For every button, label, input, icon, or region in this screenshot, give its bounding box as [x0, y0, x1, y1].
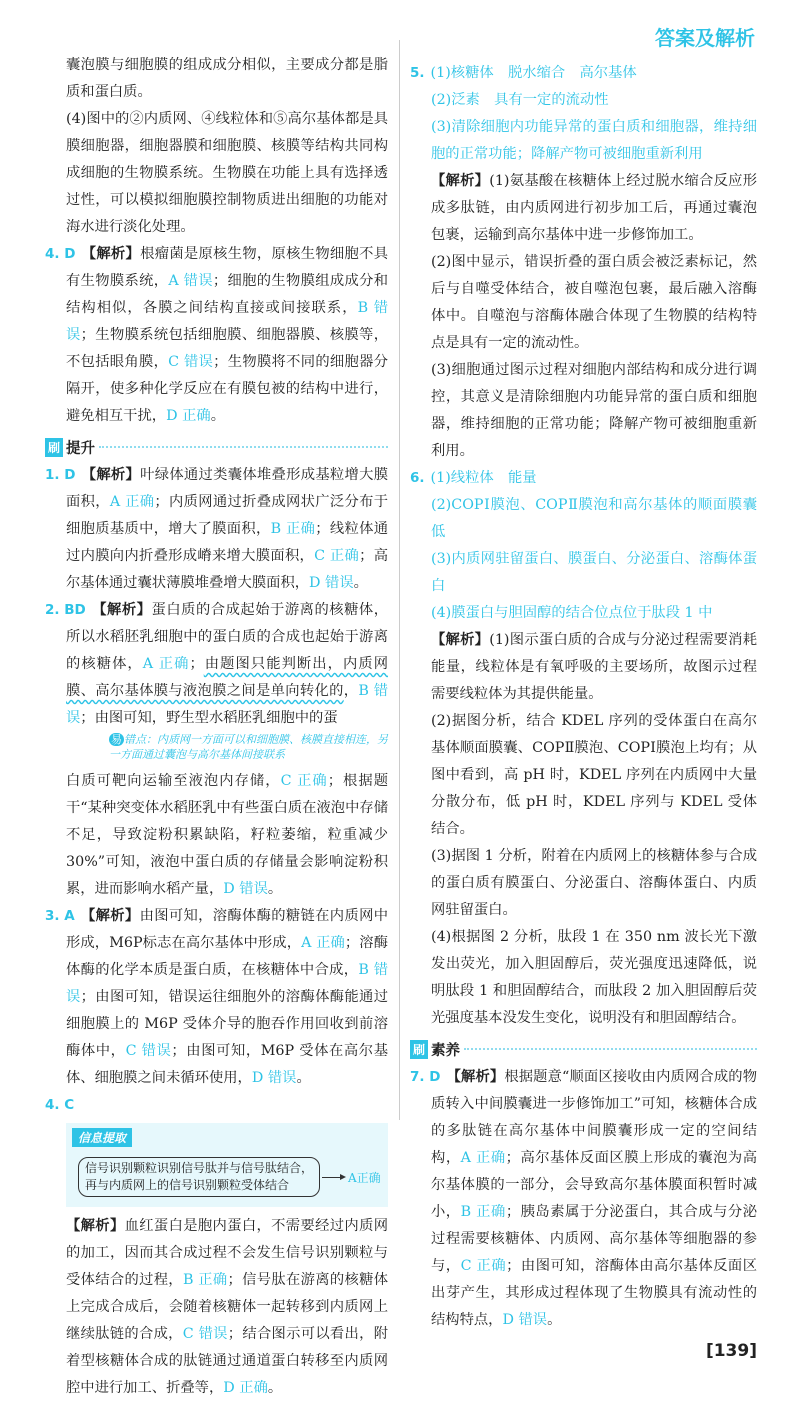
page-number: [139] [705, 1341, 757, 1361]
section-brush-icon: 刷 [410, 1040, 428, 1059]
verdict-text: C 正确 [460, 1258, 507, 1274]
body-text: ；由图可知，M6P 受体在高尔基体、细胞膜之间未循环使用， [66, 1043, 388, 1086]
paragraph [410, 843, 757, 924]
verdict-text: (1)核糖体 脱水缩合 高尔基体 [430, 65, 637, 81]
verdict-text: A 正确 [142, 656, 190, 672]
body-text: ；内质网通过折叠成网状广泛分布于细胞质基质中，增大了膜面积， [66, 494, 388, 537]
dotted-rule [99, 446, 388, 448]
verdict-text: A 错误 [168, 273, 213, 289]
info-line: 信号识别颗粒识别信号肽并与信号肽结合， [85, 1161, 314, 1175]
body-text: (3)据图 1 分析，附着在内质网上的核糖体参与合成的蛋白质有膜蛋白、分泌蛋白、溶酶体蛋白、内质网驻留蛋白。 [431, 848, 757, 918]
answer-item [410, 465, 757, 492]
verdict-text: (1)线粒体 能量 [430, 470, 537, 486]
analysis-label: 【解析】 [91, 602, 152, 618]
arrow-right-icon [322, 1177, 344, 1178]
verdict-text: D 正确 [166, 408, 211, 424]
body-text: ；胰岛素属于分泌蛋白，其合成与分泌过程需要核糖体、内质网、高尔基体等细胞器的参与， [431, 1204, 758, 1274]
body-text: 蛋白质的合成起始于游离的核糖体，所以水稻胚乳细胞中的蛋白质的合成也起始于游离的核糖体， [66, 602, 389, 672]
paragraph [45, 52, 388, 106]
body-text: 。 [267, 1380, 283, 1396]
info-statement-box [78, 1157, 320, 1197]
verdict-text: C 错误 [125, 1043, 172, 1059]
verdict-text: (3)内质网驻留蛋白、膜蛋白、分泌蛋白、溶酶体蛋白 [431, 551, 757, 594]
paragraph [410, 87, 757, 114]
body-text: 由题图只能判断出，内质网膜、高尔基体膜与液泡膜之间是单向转化的 [66, 656, 389, 699]
body-text: 叶绿体通过类囊体堆叠形成基粒增大膜面积， [66, 467, 389, 510]
paragraph [410, 924, 757, 1032]
verdict-text: C 错误 [168, 354, 214, 370]
verdict-text: C 正确 [280, 773, 328, 789]
body-text: 。 [267, 881, 283, 897]
answer-item [410, 1064, 757, 1334]
verdict-text: B 正确 [182, 1272, 228, 1288]
body-text: ；由图可知，溶酶体由高尔基体反面区出芽产生，其形成过程体现了生物膜具有流动性的结构特点， [431, 1258, 758, 1328]
body-text: ；线粒体通过内膜向内折叠形成嵴来增大膜面积， [66, 521, 388, 564]
paragraph [45, 1213, 388, 1402]
body-text: (1)氨基酸在核糖体上经过脱水缩合反应形成多肽链，由内质网进行初步加工后，再通过囊泡包裹，运输到高尔基体中进一步修饰加工。 [431, 173, 758, 243]
analysis-label: 【解析】 [80, 908, 140, 924]
body-text: ；由图可知，错误运往细胞外的溶酶体酶能通过细胞膜上的 M6P 受体介导的胞吞作用回收到前溶酶体中， [66, 989, 389, 1059]
analysis-label: 【解析】 [446, 1069, 505, 1085]
paragraph [410, 114, 757, 168]
right-column [410, 60, 772, 1362]
verdict-text: (2)泛素 具有一定的流动性 [431, 92, 609, 108]
body-text: ；生物膜系统包括细胞膜、细胞器膜、核膜等，不包括眼角膜， [66, 327, 389, 370]
answer-number: 1. D [45, 467, 76, 483]
paragraph [410, 357, 757, 465]
body-text: (4)图中的②内质网、④线粒体和⑤高尔基体都是具膜细胞器，细胞器膜和细胞膜、核膜等结构共同构成细胞的生物膜系统。生物膜在功能上具有选择透过性，可以模拟细胞膜控制物质进出细胞的功能对海水进行淡化处理。 [66, 111, 388, 235]
verdict-text: D 正确 [223, 1380, 268, 1396]
body-text: ；高尔基体反面区膜上形成的囊泡为高尔基体膜的一部分，会导致高尔基体膜面积暂时减小， [431, 1150, 758, 1220]
column-divider [399, 40, 400, 1120]
verdict-text: C 错误 [182, 1326, 228, 1342]
section-brush-icon: 刷 [45, 438, 63, 457]
verdict-text: B 正确 [460, 1204, 506, 1220]
answer-number: 2. BD [45, 602, 86, 618]
analysis-label: 【解析】 [431, 173, 490, 189]
verdict-text: A 正确 [460, 1150, 506, 1166]
analysis-label: 【解析】 [81, 246, 141, 262]
verdict-text: C 正确 [314, 548, 360, 564]
answer-item [45, 462, 388, 597]
answer-item [410, 60, 757, 87]
body-text: 。 [353, 575, 368, 591]
body-text: ；由图可知，野生型水稻胚乳细胞中的蛋 [80, 710, 338, 726]
answer-number: 7. D [410, 1069, 441, 1085]
answer-item [45, 241, 388, 430]
verdict-text: (4)膜蛋白与胆固醇的结合位点位于肽段 1 中 [431, 605, 713, 621]
paragraph [410, 249, 757, 357]
section-heading [45, 436, 388, 458]
body-text: ；溶酶体酶的化学本质是蛋白质，在核糖体中合成， [66, 935, 389, 978]
info-result: A正确 [348, 1170, 381, 1185]
left-column [45, 52, 388, 1402]
body-text: ；细胞的生物膜组成成分和结构相似，各膜之间结构直接或间接联系， [66, 273, 388, 316]
paragraph [410, 600, 757, 627]
verdict-text: B 错误 [66, 962, 388, 1005]
answer-item [45, 903, 388, 1092]
note-text: 内质网一方面可以和细胞膜、核膜直接相连，另一方面通过囊泡与高尔基体间接联系 [109, 733, 388, 761]
paragraph [410, 492, 772, 546]
info-flow [78, 1157, 382, 1197]
body-text: (1)图示蛋白质的合成与分泌过程需要消耗能量，线粒体是有氧呼吸的主要场所，故图示过程需要线粒体为其提供能量。 [431, 632, 758, 702]
verdict-text: D 错误 [502, 1312, 548, 1328]
body-text: (2)图中显示，错误折叠的蛋白质会被泛素标记，然后与自噬受体结合，被自噬泡包裹，最后融入溶酶体中。自噬泡与溶酶体融合体现了生物膜的结构特点是具有一定的流动性。 [431, 254, 757, 351]
info-title: 信息提取 [72, 1128, 132, 1147]
body-text: (2)据图分析，结合 KDEL 序列的受体蛋白在高尔基体顺面膜囊、COPⅡ膜泡、COPⅠ膜泡上均有；从图中看到，高 pH 时，KDEL 序列在内质网中大量分散分布，低 pH 时，KDEL 序列与 KDEL 受体结合。 [431, 713, 757, 837]
page-number-value: 139 [713, 1341, 750, 1361]
verdict-text: D 错误 [223, 881, 268, 897]
body-text: ；生物膜将不同的细胞器分隔开，使多种化学反应在有膜包被的结构中进行，避免相互干扰， [66, 354, 389, 424]
info-extraction-box [66, 1123, 388, 1207]
body-text: ；高尔基体通过囊状薄膜堆叠增大膜面积， [66, 548, 389, 591]
verdict-text: D 错误 [309, 575, 354, 591]
answer-item [45, 597, 388, 732]
body-text: ；根据题干“某种突变体水稻胚乳中有些蛋白质在液泡中存储不足，导致淀粉积累缺陷，籽粒萎缩，粒重减少 30%”可知，液泡中蛋白质的存储量会影响淀粉积累，进而影响水稻产量， [66, 773, 389, 897]
right-column-body [410, 60, 772, 1334]
body-text: (4)根据图 2 分析，肽段 1 在 350 nm 波长光下激发出荧光，加入胆固醇后，荧光强度迅速降低，说明肽段 1 和胆固醇结合，而肽段 2 加入胆固醇后荧光强度基本没发生变化，说明没有和胆固醇结合。 [431, 929, 757, 1026]
verdict-text: (3)清除细胞内功能异常的蛋白质和细胞器，维持细胞的正常功能；降解产物可被细胞重新利用 [431, 119, 757, 162]
verdict-text: B 错误 [66, 300, 388, 343]
body-text: 。 [296, 1070, 311, 1086]
body-text: 。 [210, 408, 225, 424]
verdict-text: A 正确 [301, 935, 345, 951]
body-text: 根瘤菌是原核生物，原核生物细胞不具有生物膜系统， [66, 246, 389, 289]
answer-number: 5. [410, 65, 425, 81]
body-text: ；结合图示可以看出，附着型核糖体合成的肽链通过通道蛋白转移至内质网腔中进行加工、折叠等， [66, 1326, 389, 1396]
body-text: 。 [547, 1312, 562, 1328]
paragraph [45, 106, 388, 241]
info-line: 再与内质网上的信号识别颗粒受体结合 [85, 1178, 290, 1192]
answer-number: 4. D [45, 246, 76, 262]
body-text: ；信号肽在游离的核糖体上完成合成后，会随着核糖体一起转移到内质网上继续肽链的合成， [66, 1272, 389, 1342]
note-label: 错点： [124, 733, 157, 746]
verdict-text: (2)COPⅠ膜泡、COPⅡ膜泡和高尔基体的顺面膜囊 低 [431, 497, 772, 540]
body-text: (3)细胞通过图示过程对细胞内部结构和成分进行调控，其意义是清除细胞内功能异常的蛋白质和细胞器，维持细胞的正常功能；降解产物可被细胞重新利用。 [431, 362, 757, 459]
body-text: 由图可知，溶酶体酶的糖链在内质网中形成，M6P标志在高尔基体中形成， [66, 908, 389, 951]
section-heading [410, 1038, 757, 1060]
analysis-label: 【解析】 [431, 632, 490, 648]
answer-item [45, 1092, 388, 1119]
paragraph [45, 768, 388, 903]
error-prone-note [45, 732, 388, 762]
paragraph [410, 708, 757, 843]
paragraph [410, 627, 757, 708]
body-text: ， [343, 683, 359, 699]
dotted-rule [464, 1048, 757, 1050]
verdict-text: D 错误 [251, 1070, 297, 1086]
answer-number: 4. C [45, 1097, 75, 1113]
body-text: 血红蛋白是胞内蛋白，不需要经过内质网的加工，因而其合成过程不会发生信号识别颗粒与受体结合的过程， [66, 1218, 389, 1288]
analysis-label: 【解析】 [81, 467, 141, 483]
paragraph [410, 168, 757, 249]
section-header-title: 答案及解析 [655, 26, 755, 50]
verdict-text: B 错误 [66, 683, 388, 726]
verdict-text: A 正确 [109, 494, 155, 510]
body-text: 白质可靶向运输至液泡内存储， [66, 773, 281, 789]
verdict-text: B 正确 [270, 521, 316, 537]
answer-number: 6. [410, 470, 425, 486]
analysis-label: 【解析】 [66, 1218, 125, 1234]
section-label: 提升 [66, 440, 96, 457]
paragraph [410, 546, 757, 600]
body-text: 根据题意“顺面区接收由内质网合成的物质转入中间膜囊进一步修饰加工”可知，核糖体合成的多肽链在高尔基体中间膜囊形成一定的空间结构， [431, 1069, 757, 1166]
body-text: 囊泡膜与细胞膜的组成成分相似，主要成分都是脂质和蛋白质。 [66, 57, 388, 100]
note-tag-icon: 易 [111, 733, 122, 746]
section-label: 素养 [431, 1042, 461, 1059]
body-text: ； [189, 656, 204, 672]
answer-number: 3. A [45, 908, 75, 924]
